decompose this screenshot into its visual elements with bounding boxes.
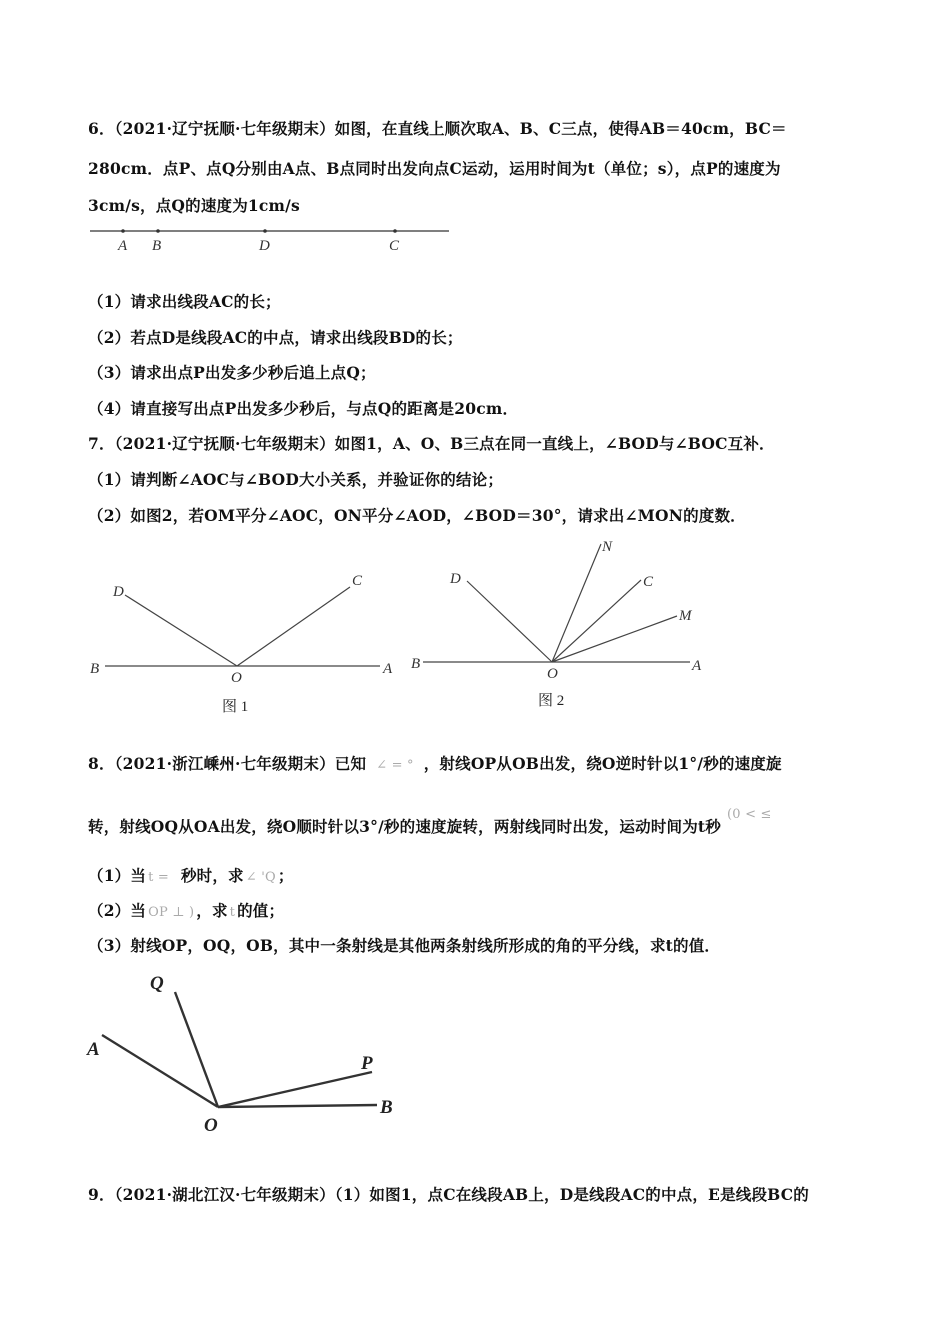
- q8-sub3: （3）射线OP，OQ，OB，其中一条射线是其他两条射线所形成的角的平分线，求t的值．: [88, 936, 721, 955]
- svg-text:D: D: [450, 571, 461, 587]
- q7-line1: 7．（2021·辽宁抚顺·七年级期末）如图1，A、O、B三点在同一直线上，∠BOD与∠BOC互补．: [88, 434, 775, 453]
- q7-figure-2: [405, 530, 715, 715]
- svg-text:B: B: [90, 661, 100, 677]
- q6-line1: 6．（2021·辽宁抚顺·七年级期末）如图，在直线上顺次取A、B、C三点，使得AB＝40cm，BC＝: [88, 119, 787, 138]
- q8-line2: 转，射线OQ从OA出发，绕O顺时针以3°/秒的速度旋转，两射线同时出发，运动时间为t秒$^{(0 < \le}$: [88, 807, 772, 836]
- fig1-caption: 图 1: [222, 699, 249, 715]
- svg-text:A: A: [87, 1039, 100, 1060]
- q7-sub2: （2）如图2，若OM平分∠AOC，ON平分∠AOD，∠BOD＝30°，请求出∠MON的度数．: [88, 506, 746, 525]
- q7-figure-1: [85, 565, 405, 720]
- label-d: D: [259, 238, 270, 254]
- svg-text:P: P: [361, 1053, 373, 1074]
- svg-text:C: C: [352, 573, 363, 589]
- svg-text:B: B: [411, 656, 421, 672]
- q6-sub1: （1）请求出线段AC的长；: [88, 292, 281, 311]
- label-c: C: [389, 238, 400, 254]
- q8-sub2: （2）当 OP ⊥ ) ，求 t 的值；: [88, 901, 285, 920]
- q6-sub4: （4）请直接写出点P出发多少秒后，与点Q的距离是20cm．: [88, 399, 519, 418]
- svg-text:图 2: 图 2: [538, 693, 565, 709]
- svg-text:Q: Q: [150, 973, 164, 994]
- q8-line1: 8．（2021·浙江嵊州·七年级期末）已知 ∠ = ° ，射线OP从OB出发，绕O逆时针以1°/秒的速度旋: [88, 754, 782, 773]
- q8-sub1: （1）当 t = 秒时，求 ∠ 'Q ；: [88, 866, 294, 885]
- svg-text:D: D: [113, 584, 124, 600]
- q6-sub2: （2）若点D是线段AC的中点，请求出线段BD的长；: [88, 328, 463, 347]
- svg-text:B: B: [380, 1097, 393, 1118]
- label-a: A: [118, 238, 128, 254]
- q6-line3: 3cm/s，点Q的速度为1cm/s: [88, 196, 300, 215]
- svg-text:M: M: [679, 608, 692, 624]
- svg-text:A: A: [692, 658, 702, 674]
- q9-line1: 9．（2021·湖北江汉·七年级期末）（1）如图1，点C在线段AB上，D是线段AC的中点，E是线段BC的: [88, 1185, 809, 1204]
- svg-text:C: C: [643, 574, 654, 590]
- q6-line2: 280cm．点P、点Q分别由A点、B点同时出发向点C运动，运用时间为t（单位；s），点P的速度为: [88, 159, 781, 178]
- q8-rays-figure: [80, 965, 410, 1140]
- svg-text:A: A: [383, 661, 393, 677]
- svg-text:O: O: [547, 666, 558, 682]
- svg-text:N: N: [602, 539, 613, 555]
- svg-text:O: O: [204, 1115, 218, 1136]
- q6-sub3: （3）请求出点P出发多少秒后追上点Q；: [88, 363, 376, 382]
- label-b: B: [152, 238, 162, 254]
- q7-sub1: （1）请判断∠AOC与∠BOD大小关系，并验证你的结论；: [88, 470, 504, 489]
- svg-text:O: O: [231, 670, 242, 686]
- q6-number-line-figure: [85, 222, 455, 256]
